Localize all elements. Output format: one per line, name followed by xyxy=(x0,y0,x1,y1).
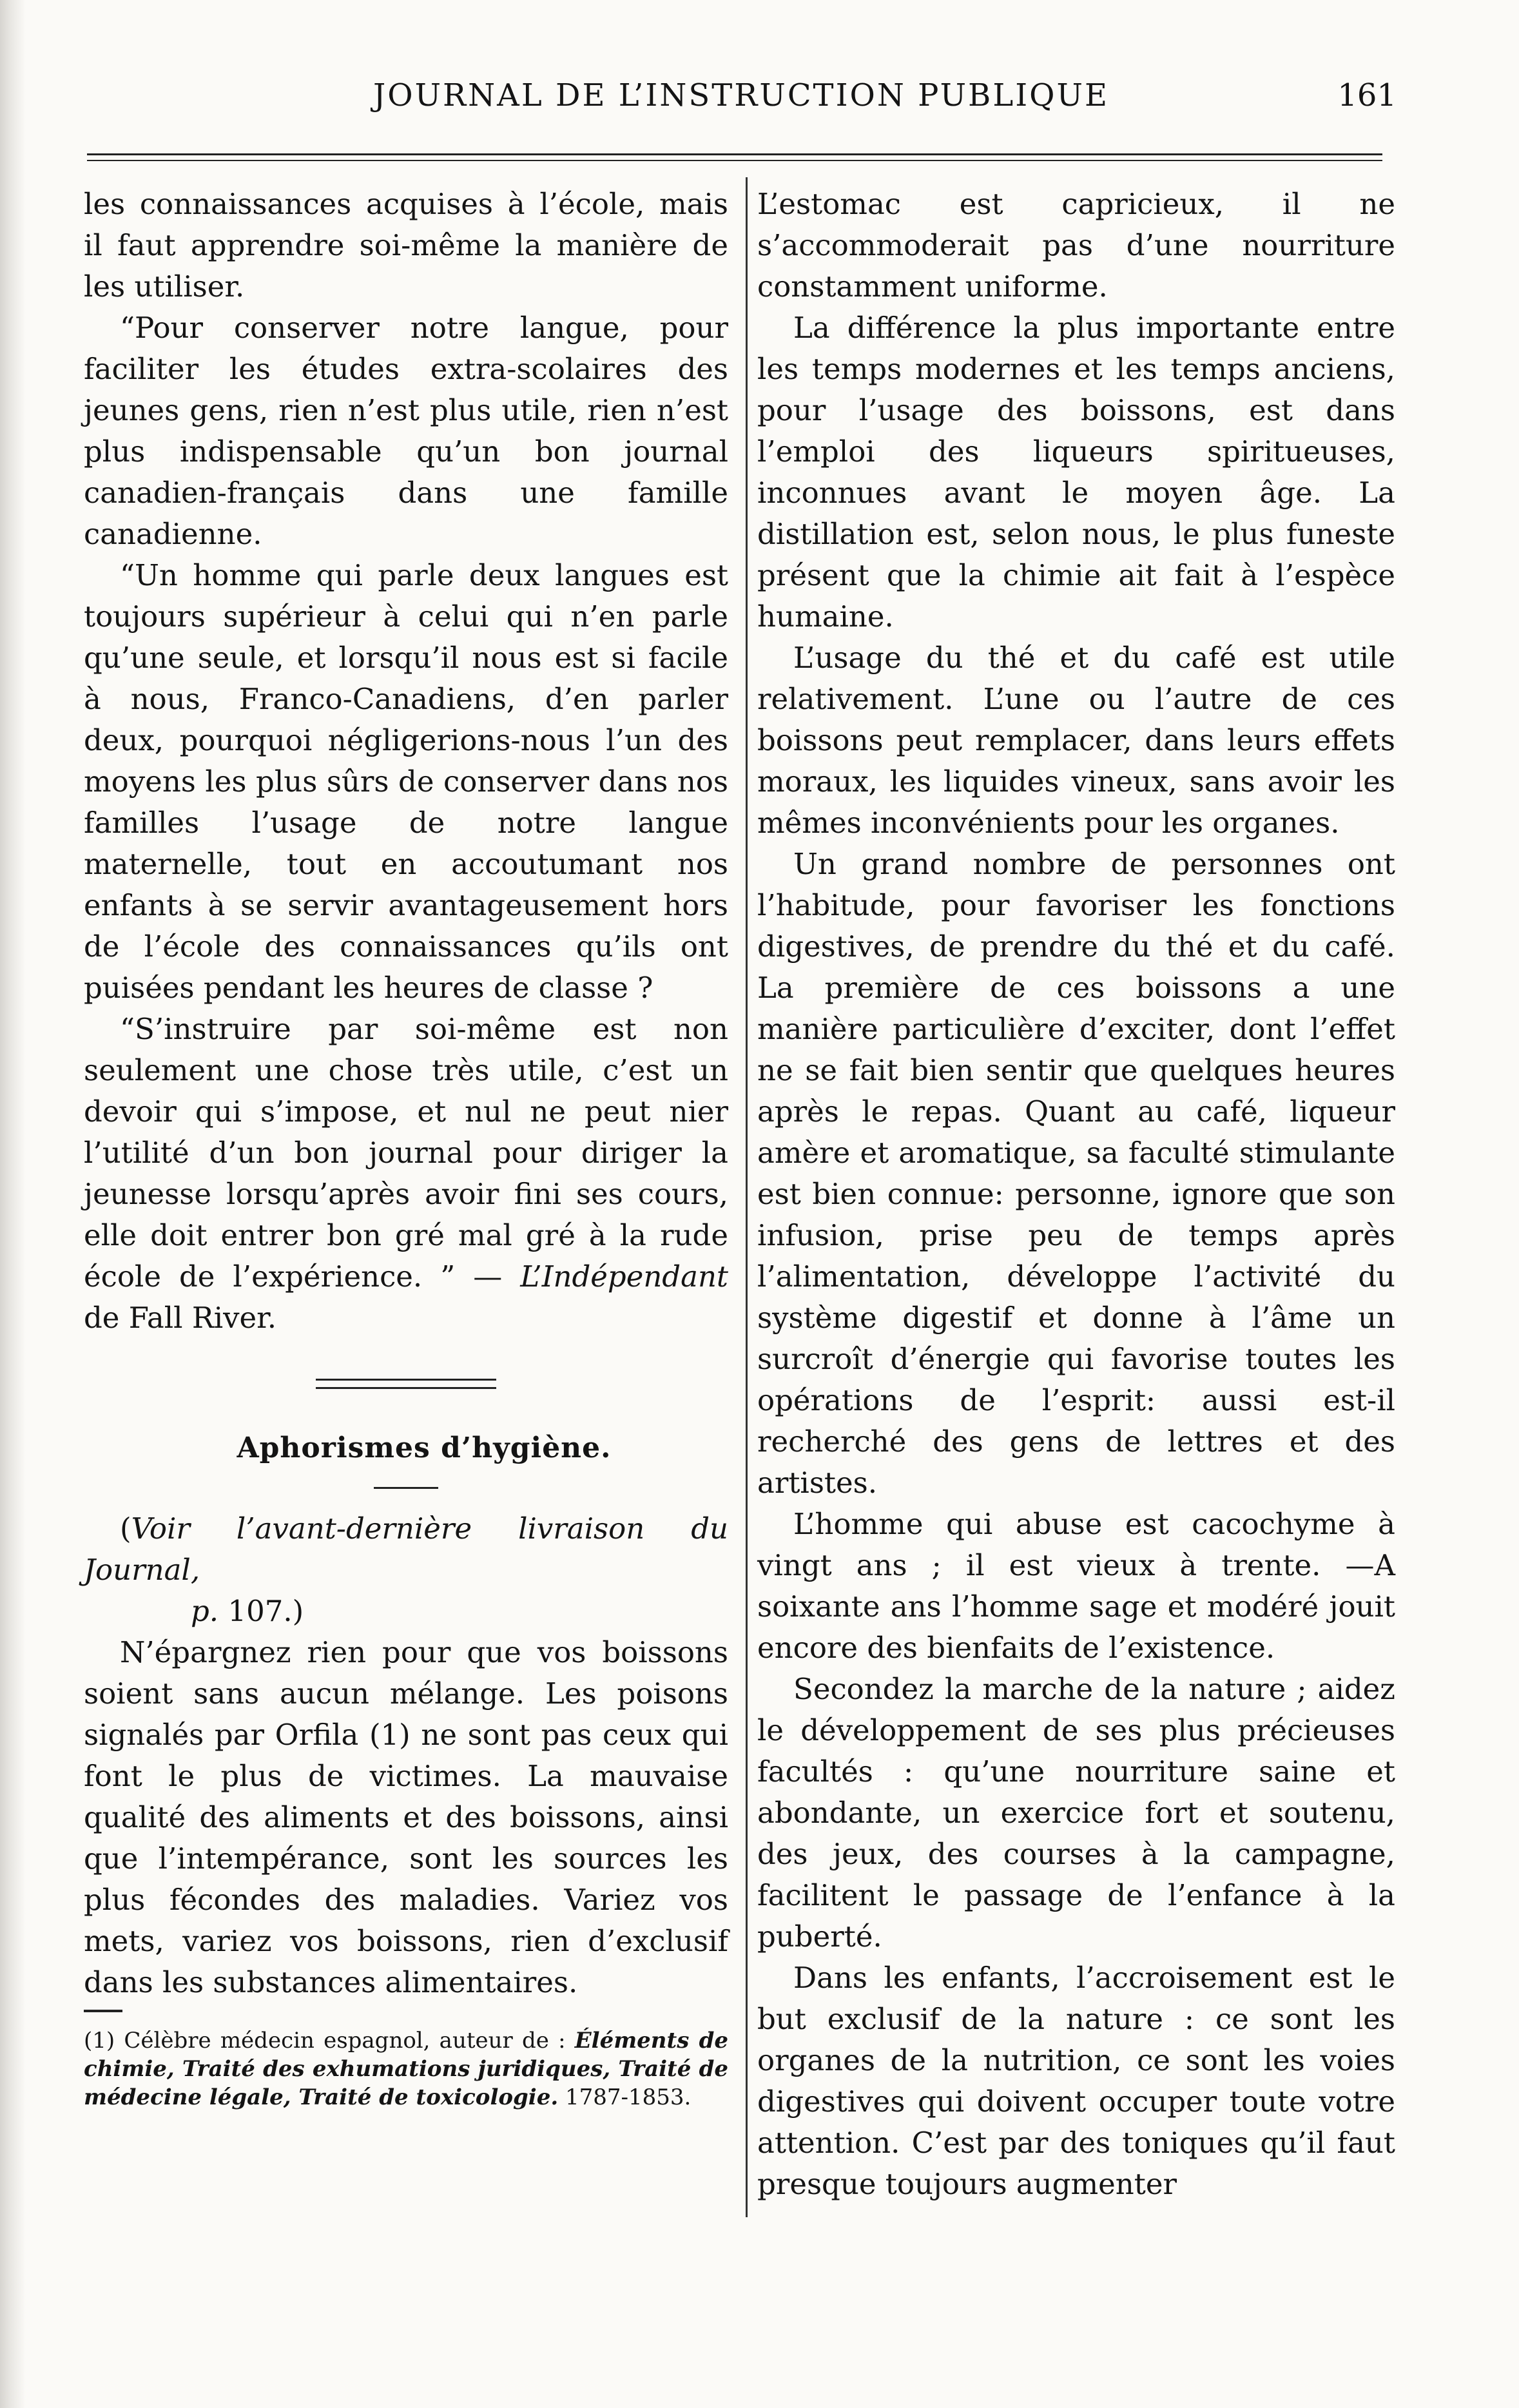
paragraph-text: “S’instruire par soi-même est non seulement une chose très utile, c’est un devoir qui s’impose, et nul ne peut nier l’utilité d’un bon journal pour diriger la jeunesse lorsqu’après avoir fini ses cours, elle doit entrer bon gré mal gré à la rude école de l’expérience. ” — xyxy=(84,1012,728,1294)
footnote-works: Éléments de chimie, Traité des exhumations juridiques, Traité de médecine légale, Traité de toxicologie. xyxy=(84,2028,728,2110)
section-title: Aphorismes d’hygiène. xyxy=(237,1432,612,1464)
paragraph: les connaissances acquises à l’école, mais il faut apprendre soi-même la manière de les utiliser. xyxy=(84,187,728,304)
paragraph: Dans les enfants, l’accroisement est le but exclusif de la nature : ce sont les organes de la nutrition, ce sont les voies digestives qui doivent occuper toute votre attention. C’est par des toniques qu’il faut presque toujours augmenter xyxy=(757,1961,1395,2201)
title-rule xyxy=(374,1487,438,1489)
source-title: L’Indépendant xyxy=(520,1259,729,1294)
paragraph: L’usage du thé et du café est utile relativement. L’une ou l’autre de ces boissons peut remplacer, dans leurs effets moraux, les liquides vineux, sans avoir les mêmes inconvénients pour les organes. xyxy=(757,641,1395,840)
right-column xyxy=(757,184,1395,2205)
scan-edge-shadow xyxy=(0,0,26,2408)
paragraph: Un grand nombre de personnes ont l’habitude, pour favoriser les fonctions digestives, de prendre du thé et du café. La première de ces boissons a une manière particulière d’exciter, dont l’effet ne se fait bien sentir que quelques heures après le repas. Quant au café, liqueur amère et aromatique, sa faculté stimulante est bien connue: personne, ignore que son infusion, prise peu de temps après l’alimentation, développe l’activité du système digestif et donne à l’âme un surcroît d’énergie qui favorise toutes les opérations de l’esprit: aussi est-il recherché des gens de lettres et des artistes. xyxy=(757,847,1395,1500)
paragraph-with-source xyxy=(84,1009,728,1339)
paragraph: L’estomac est capricieux, il ne s’accommoderait pas d’une nourriture constamment uniforme. xyxy=(757,187,1395,304)
page-header xyxy=(0,77,1519,129)
reference-open-paren: ( xyxy=(120,1511,131,1546)
paragraph: N’épargnez rien pour que vos boissons soient sans aucun mélange. Les poisons signalés par Orfila (1) ne sont pas ceux qui font le plus de victimes. La mauvaise qualité des aliments et des boissons, ainsi que l’intempérance, sont les sources les plus fécondes des maladies. Variez vos mets, variez vos boissons, rien d’exclusif dans les substances alimentaires. xyxy=(84,1635,728,1999)
paragraph: L’homme qui abuse est cacochyme à vingt ans ; il est vieux à trente. —A soixante ans l’homme sage et modéré jouit encore des bienfaits de l’existence. xyxy=(757,1507,1395,1665)
column-divider xyxy=(746,177,748,2217)
footnote-rule xyxy=(84,2010,122,2012)
running-title: JOURNAL DE L’INSTRUCTION PUBLIQUE xyxy=(372,77,1109,113)
reference-text: Voir l’avant-dernière livraison du Journal, xyxy=(84,1511,728,1587)
source-tail: de Fall River. xyxy=(84,1301,277,1335)
left-column xyxy=(84,184,728,2112)
paragraph: “Un homme qui parle deux langues est toujours supérieur à celui qui n’en parle qu’une seule, et lorsqu’il nous est si facile à nous, Franco-Canadiens, d’en parler deux, pourquoi négligerions-nous l’un des moyens les plus sûrs de conserver dans nos familles l’usage de notre langue maternelle, tout en accoutumant nos enfants à se servir avantageusement hors de l’école des connaissances qu’ils ont puisées pendant les heures de classe ? xyxy=(84,558,728,1005)
reference-page xyxy=(84,1591,728,1632)
header-rule-bottom xyxy=(87,160,1382,161)
page-number: 161 xyxy=(1337,77,1397,113)
paragraph: Secondez la marche de la nature ; aidez le développement de ses plus précieuses facultés : qu’une nourriture saine et abondante, un exercice fort et soutenu, des jeux, des courses à la campagne, facilitent le passage de l’enfance à la puberté. xyxy=(757,1672,1395,1954)
footnote-intro: (1) Célèbre médecin espagnol, auteur de : xyxy=(84,2028,566,2054)
reference-page-abbrev: p. xyxy=(191,1594,219,1628)
footnote-years: 1787-1853. xyxy=(565,2084,692,2110)
paragraph: “Pour conserver notre langue, pour faciliter les études extra-scolaires des jeunes gens, rien n’est plus utile, rien n’est plus indispensable qu’un bon journal canadien-français dans une famille canadienne. xyxy=(84,311,728,551)
paragraph: La différence la plus importante entre les temps modernes et les temps anciens, pour l’usage des boissons, est dans l’emploi des liqueurs spiritueuses, inconnues avant le moyen âge. La distillation est, selon nous, le plus funeste présent que la chimie ait fait à l’espèce humaine. xyxy=(757,311,1395,634)
header-rule-top xyxy=(87,153,1382,155)
section-separator xyxy=(316,1379,496,1389)
reference-page-number: 107.) xyxy=(227,1594,304,1628)
reference-note xyxy=(84,1508,728,1591)
footnote xyxy=(84,2026,728,2112)
